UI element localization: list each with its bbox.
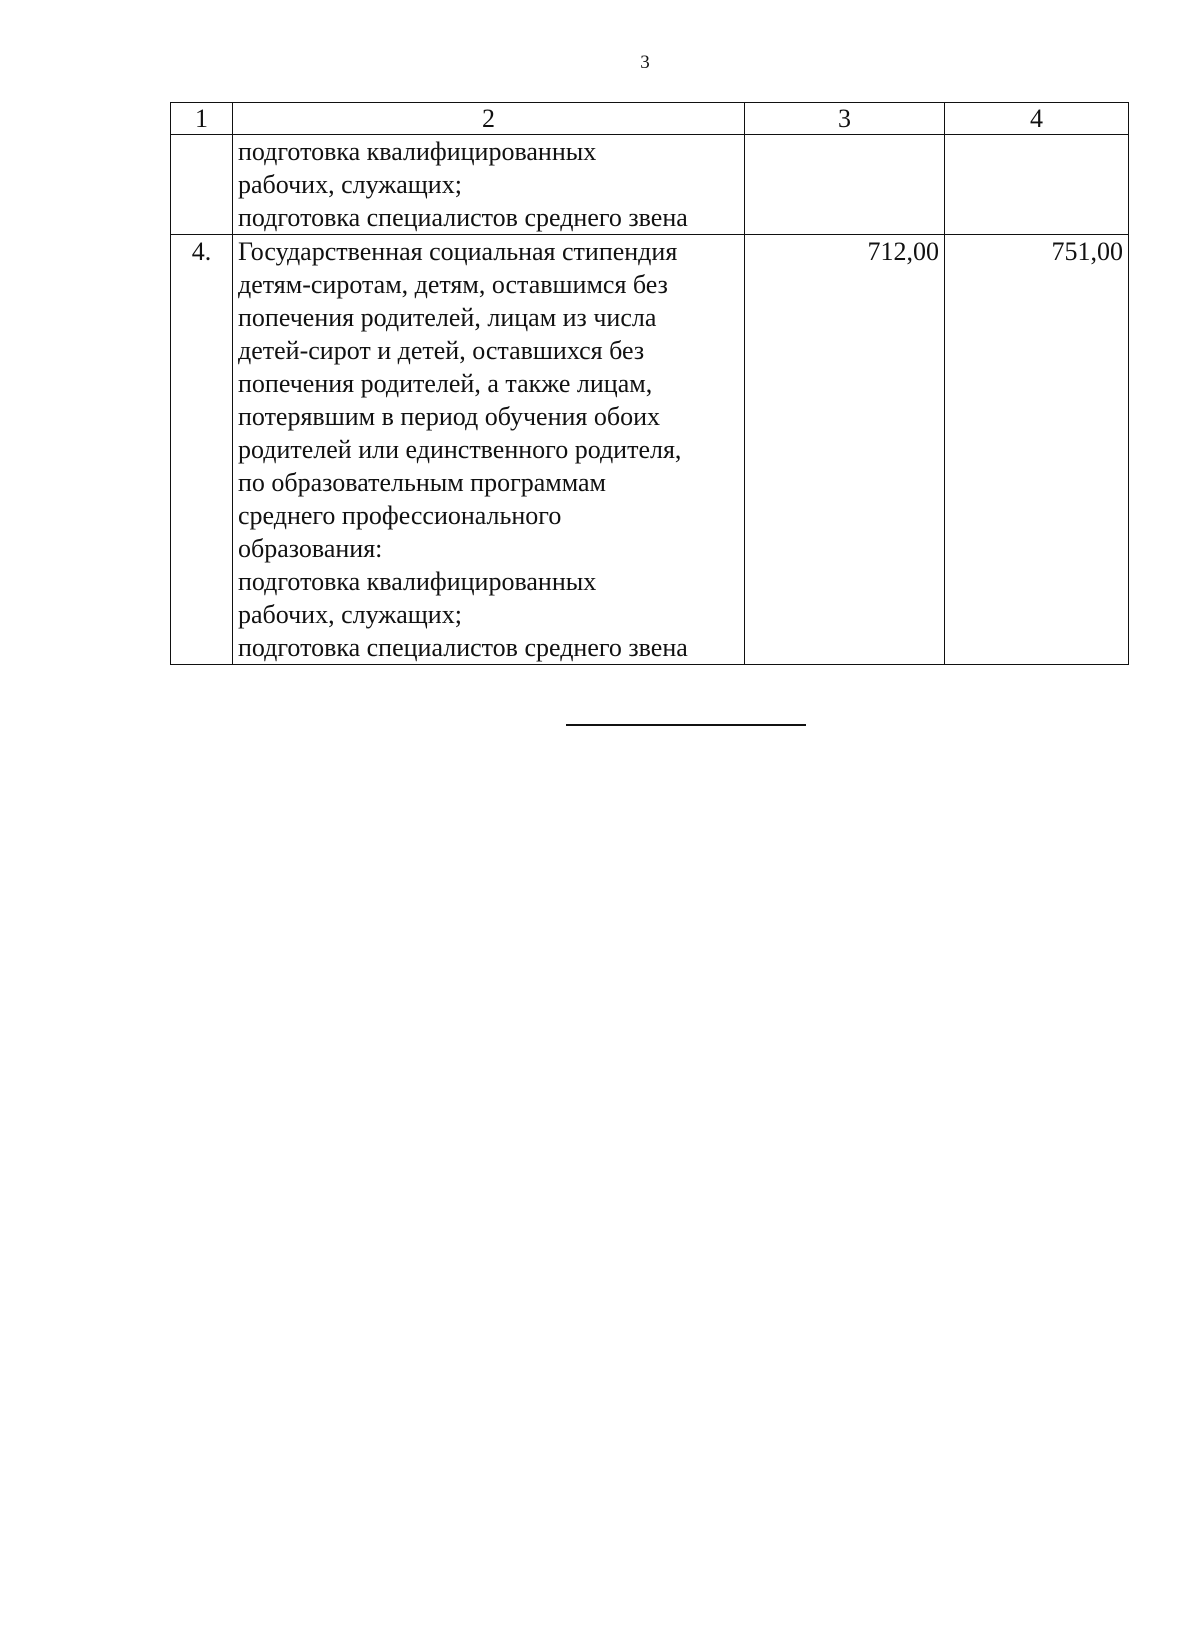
description-line: Государственная социальная стипендия <box>238 237 678 266</box>
description-line: детей-сирот и детей, оставшихся без <box>238 336 645 365</box>
description-line: рабочих, служащих; <box>238 170 462 199</box>
value-column-3 <box>745 135 945 235</box>
description-line: рабочих, служащих; <box>238 600 462 629</box>
description-line: образования: <box>238 534 383 563</box>
description-line: детям-сиротам, детям, оставшимся без <box>238 270 668 299</box>
value-column-4: 751,00 <box>945 235 1129 665</box>
row-description <box>233 235 745 665</box>
table-row-4 <box>171 235 1129 665</box>
row-number <box>171 135 233 235</box>
description-line: потерявшим в период обучения обоих <box>238 402 661 431</box>
column-header-3: 3 <box>745 103 945 135</box>
table-header-row <box>171 103 1129 135</box>
description-line: подготовка специалистов среднего звена <box>238 633 688 662</box>
value-column-4 <box>945 135 1129 235</box>
page-number: 3 <box>640 52 650 73</box>
closing-separator-line <box>566 724 806 726</box>
column-header-4: 4 <box>945 103 1129 135</box>
value-column-3: 712,00 <box>745 235 945 665</box>
description-line: подготовка квалифицированных <box>238 567 597 596</box>
description-line: родителей или единственного родителя, <box>238 435 682 464</box>
column-header-2: 2 <box>233 103 745 135</box>
row-description <box>233 135 745 235</box>
stipend-table <box>170 102 1129 665</box>
description-line: попечения родителей, а также лицам, <box>238 369 653 398</box>
description-line: среднего профессионального <box>238 501 562 530</box>
description-line: подготовка специалистов среднего звена <box>238 203 688 232</box>
description-line: подготовка квалифицированных <box>238 137 597 166</box>
description-line: попечения родителей, лицам из числа <box>238 303 657 332</box>
description-line: по образовательным программам <box>238 468 607 497</box>
row-number: 4. <box>171 235 233 665</box>
table-row-continuation <box>171 135 1129 235</box>
column-header-1: 1 <box>171 103 233 135</box>
